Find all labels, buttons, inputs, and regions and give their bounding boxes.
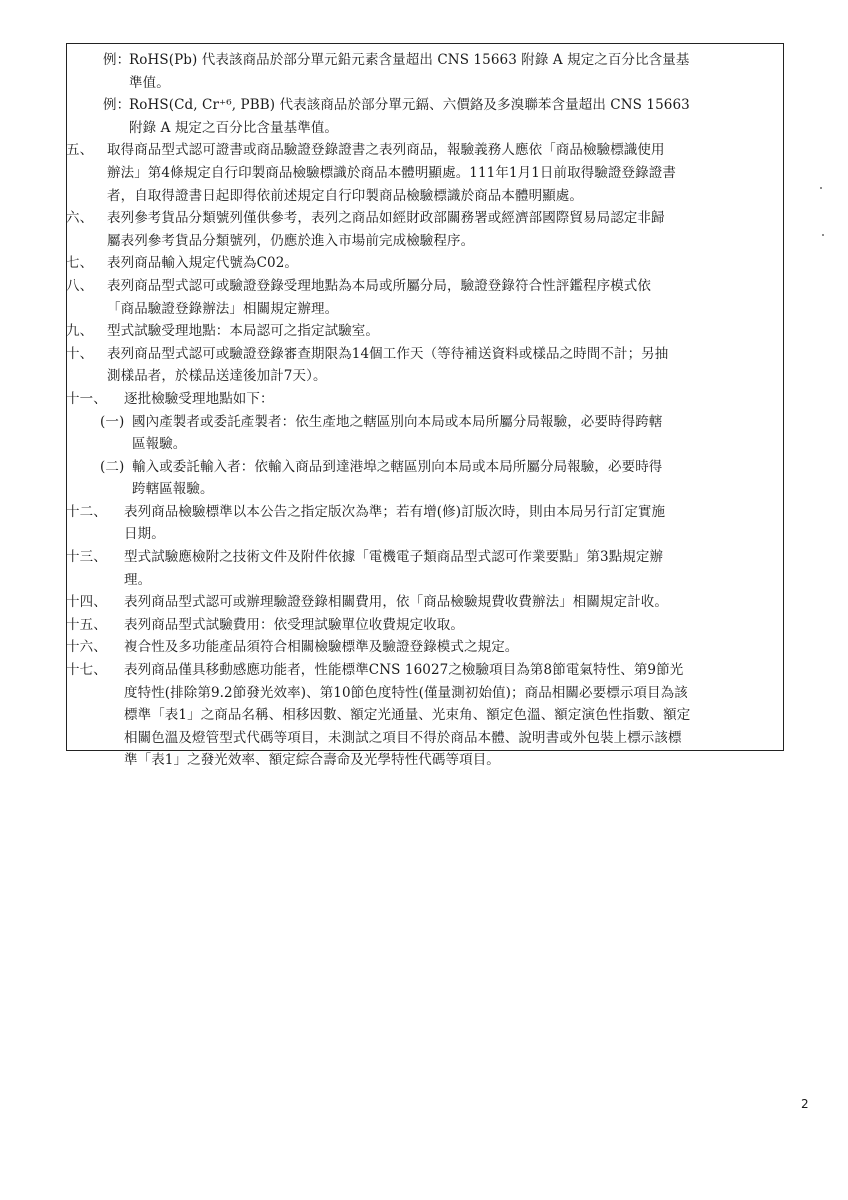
item-line: 八、 表列商品型式認可或驗證登錄受理地點為本局或所屬分局，驗證登錄符合性評鑑程序模式依 xyxy=(67,275,777,298)
subitem-number: (一) xyxy=(100,413,125,430)
example-line: 例： RoHS(Cd, Cr⁺⁶, PBB) 代表該商品於部分單元鎘、六價鉻及多溴聯苯含量超出 CNS 15663 xyxy=(67,94,777,117)
subitem-number: (二) xyxy=(100,458,125,475)
item-line: 辦法」第4條規定自行印製商品檢驗標識於商品本體明顯處。111年1月1日前取得驗證登錄證書 xyxy=(107,164,676,181)
scan-speck xyxy=(820,187,822,189)
subitem-line: 跨轄區報驗。 xyxy=(132,481,214,498)
item-line: 者，自取得證書日起即得依前述規定自行印製商品檢驗標識於商品本體明顯處。 xyxy=(107,187,583,204)
item-line: 十、 表列商品型式認可或驗證登錄審查期限為14個工作天（等待補送資料或樣品之時間不計；另抽 xyxy=(67,343,777,366)
item-line: 九、 型式試驗受理地點：本局認可之指定試驗室。 xyxy=(67,320,777,343)
item-line: 「商品驗證登錄辦法」相關規定辦理。 xyxy=(107,300,339,317)
item-number: 十、 xyxy=(66,345,94,362)
item-line: 度特性(排除第9.2節發光效率)、第10節色度特性(僅量測初始值)；商品相關必要標示項目為該 xyxy=(124,684,688,701)
item-line: 屬表列參考貨品分類號列，仍應於進入市場前完成檢驗程序。 xyxy=(107,232,475,249)
item-line: 日期。 xyxy=(124,526,165,543)
item-line: 測樣品者，於樣品送達後加計7天）。 xyxy=(107,368,327,385)
item-line: 十二、 表列商品檢驗標準以本公告之指定版次為準；若有增(修)訂版次時，則由本局另行訂定實施 xyxy=(67,501,777,524)
example-line: 附錄 A 規定之百分比含量基準值。 xyxy=(129,119,339,136)
item-number: 五、 xyxy=(66,142,94,159)
example-label: 例： xyxy=(103,52,131,68)
item-line: 十一、 逐批檢驗受理地點如下： xyxy=(67,388,777,411)
item-number: 十五、 xyxy=(66,616,107,633)
item-number: 十七、 xyxy=(66,662,107,679)
subitem-line: 區報驗。 xyxy=(132,436,187,453)
item-line: 六、 表列參考貨品分類號列僅供參考，表列之商品如經財政部關務署或經濟部國際貿易局認定非歸 xyxy=(67,207,777,230)
scan-speck xyxy=(822,234,824,236)
item-number: 十一、 xyxy=(66,390,107,407)
subitem-line: (一) 國內產製者或委託產製者：依生產地之轄區別向本局或本局所屬分局報驗，必要時得跨轄 xyxy=(67,411,777,434)
item-line: 理。 xyxy=(124,571,152,588)
item-line: 十七、 表列商品僅具移動感應功能者，性能標準CNS 16027之檢驗項目為第8節電氣特性、第9節光 xyxy=(67,659,777,682)
item-number: 十六、 xyxy=(66,639,107,656)
item-number: 九、 xyxy=(66,323,94,340)
item-number: 十四、 xyxy=(66,594,107,611)
item-line: 十六、 複合性及多功能產品須符合相關檢驗標準及驗證登錄模式之規定。 xyxy=(67,636,777,659)
example-line: 例： RoHS(Pb) 代表該商品於部分單元鉛元素含量超出 CNS 15663 附錄 A 規定之百分比含量基 xyxy=(67,49,777,72)
item-line: 相關色溫及燈管型式代碼等項目，未測試之項目不得於商品本體、說明書或外包裝上標示該標 xyxy=(124,729,682,746)
item-number: 八、 xyxy=(66,277,94,294)
subitem-line: (二) 輸入或委託輸入者：依輸入商品到達港埠之轄區別向本局或本局所屬分局報驗，必要時得 xyxy=(67,456,777,479)
item-line: 十四、 表列商品型式認可或辦理驗證登錄相關費用，依「商品檢驗規費收費辦法」相關規定計收。 xyxy=(67,591,777,614)
item-line: 標準「表1」之商品名稱、相移因數、額定光通量、光束角、額定色溫、額定演色性指數、額定 xyxy=(124,707,691,724)
item-number: 七、 xyxy=(66,255,94,272)
page-number: 2 xyxy=(801,1097,809,1111)
item-line: 準「表1」之發光效率、額定綜合壽命及光學特性代碼等項目。 xyxy=(124,752,500,769)
example-label: 例： xyxy=(103,97,131,114)
item-number: 十三、 xyxy=(66,549,107,566)
item-number: 十二、 xyxy=(66,503,107,520)
item-line: 五、 取得商品型式認可證書或商品驗證登錄證書之表列商品，報驗義務人應依「商品檢驗標識使用 xyxy=(67,139,777,162)
example-line: 準值。 xyxy=(129,74,170,91)
item-line: 七、 表列商品輸入規定代號為C02。 xyxy=(67,252,777,275)
item-line: 十三、 型式試驗應檢附之技術文件及附件依據「電機電子類商品型式認可作業要點」第3點規定辦 xyxy=(67,546,777,569)
content-table-cell xyxy=(66,43,784,769)
item-number: 六、 xyxy=(66,210,94,227)
item-line: 十五、 表列商品型式試驗費用：依受理試驗單位收費規定收取。 xyxy=(67,614,777,637)
